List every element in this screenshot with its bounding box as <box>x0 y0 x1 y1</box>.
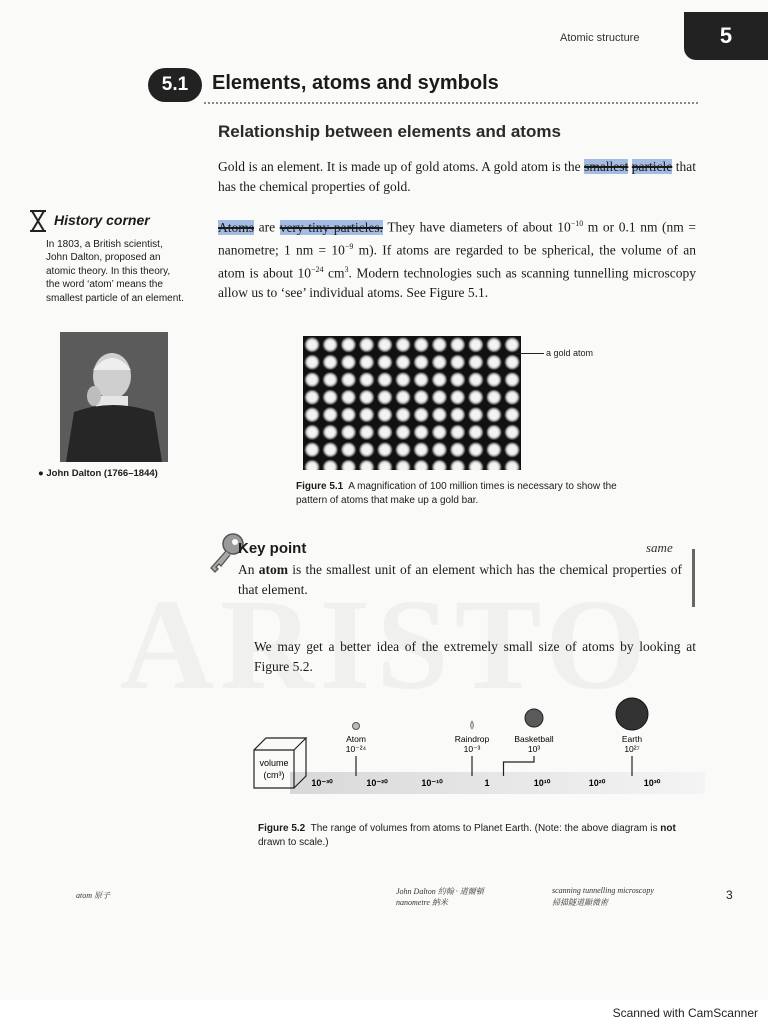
john-dalton-portrait <box>60 332 168 462</box>
history-corner-text: In 1803, a British scientist, John Dalton, proposed an atomic theory. In this theory, the word ‘atom’ means the smallest particle of an element. <box>46 239 184 304</box>
para2-line2a: or 0.1 nm (nm = nanometre; 1 nm = 10 <box>218 219 696 258</box>
volume-scale-diagram <box>250 690 710 810</box>
key-point-bar <box>692 549 695 607</box>
exp-volume: −24 <box>310 265 324 274</box>
item-name-raindrop: Raindrop <box>454 734 490 744</box>
tick-label: 10⁻³⁰ <box>311 778 333 788</box>
item-name-basketball: Basketball <box>514 734 554 744</box>
glossary-atom: atom 原子 <box>76 891 110 900</box>
raindrop-icon <box>471 721 474 729</box>
glossary-dalton: John Dalton 約翰 · 道爾頓 <box>396 887 484 896</box>
para1-text-b: that has the chemical properties of gold. <box>218 159 696 194</box>
earth-icon <box>616 698 648 730</box>
highlight-particle: particle <box>631 159 673 174</box>
hourglass-icon <box>28 210 48 232</box>
section-number-badge: 5.1 <box>148 68 202 102</box>
glossary-stm-en: scanning tunnelling microscopy <box>552 886 654 895</box>
item-value-earth: 10²⁷ <box>624 744 640 754</box>
exp-nm: −9 <box>344 242 354 251</box>
figure1-number: Figure 5.1 <box>296 481 344 492</box>
highlight-smallest: smallest <box>584 159 629 174</box>
history-corner-title: History corner <box>54 212 150 228</box>
gold-atoms-image <box>303 336 521 470</box>
figure2-number: Figure 5.2 <box>258 823 306 834</box>
glossary-stm-zh: 掃描隧道顯微術 <box>552 898 608 907</box>
axis-label-unit: (cm³) <box>263 770 285 780</box>
section-title: Elements, atoms and symbols <box>212 72 499 94</box>
key-point-text <box>238 560 682 599</box>
item-name-earth: Earth <box>621 734 643 744</box>
para2-line2b: m). If atoms are regarded to be spherical, the volume of an atom is about 10 <box>218 242 696 281</box>
figure2-caption <box>258 822 698 849</box>
tick-label: 10⁻²⁰ <box>366 778 388 788</box>
tick-label: 1 <box>484 778 490 788</box>
paragraph-gold <box>218 157 696 196</box>
subheading: Relationship between elements and atoms <box>218 122 561 141</box>
portrait-illustration <box>60 332 168 462</box>
item-value-basketball: 10³ <box>527 744 541 754</box>
item-value-atom: 10⁻²⁴ <box>345 744 367 754</box>
handwritten-note: same <box>646 540 673 555</box>
item-name-atom: Atom <box>346 734 366 744</box>
tick-label: 10³⁰ <box>643 778 661 788</box>
para2-line2c: cm <box>323 265 345 281</box>
atom-icon <box>353 723 360 730</box>
exp-diameter: −10 <box>570 219 584 228</box>
section-divider <box>204 102 698 104</box>
scanner-watermark-text: Scanned with CamScanner <box>612 1006 758 1020</box>
figure1-caption <box>296 480 636 507</box>
exp-cube: 3 <box>344 265 349 274</box>
para1-text-a: Gold is an element. It is made up of gold atoms. A gold atom is the <box>218 159 585 174</box>
figure2-caption-not: not <box>660 823 676 834</box>
para2-line2d: . Modern technologies such as scanning tunnelling microscopy allow us to ‘see’ individual atoms. See Figure 5.1. <box>218 265 697 300</box>
tick-label: 10²⁰ <box>588 778 606 788</box>
chapter-tab: 5 <box>684 12 768 60</box>
axis-label-volume: volume <box>259 758 289 768</box>
key-point-title: Key point <box>238 540 307 557</box>
key-text-a: An <box>238 562 259 577</box>
page-number: 3 <box>726 888 733 902</box>
highlight-tiny: very tiny particles. <box>279 219 383 235</box>
photo-caption-text: John Dalton (1766–1844) <box>46 468 158 479</box>
photo-caption <box>38 468 158 479</box>
paragraph-size <box>256 637 696 676</box>
label-pointer-line <box>516 353 544 354</box>
tick-label: 10¹⁰ <box>533 778 551 788</box>
info-icon: ● <box>38 468 44 479</box>
highlight-atoms: Atoms <box>218 219 255 235</box>
figure1-caption-text: A magnification of 100 million times is necessary to show the pattern of atoms that make up a gold bar. <box>296 481 617 506</box>
figure2-caption-a: The range of volumes from atoms to Planet Earth. (Note: the above diagram is <box>310 823 661 834</box>
paragraph-atoms <box>218 214 696 303</box>
gold-atom-label: a gold atom <box>546 348 594 358</box>
running-head: Atomic structure <box>560 32 640 44</box>
item-value-raindrop: 10⁻³ <box>463 744 481 754</box>
tick-label: 10⁻¹⁰ <box>421 778 443 788</box>
basketball-icon <box>525 709 543 727</box>
key-bold-atom: atom <box>258 562 288 577</box>
figure2-caption-b: drawn to scale.) <box>258 836 329 848</box>
unit-m: m <box>583 219 599 235</box>
glossary-nanometre: nanometre 納米 <box>396 898 448 907</box>
para2-rest: They have diameters of about 10 <box>382 219 571 235</box>
key-text-b: is the smallest unit of an element which has the chemical properties of that element. <box>238 562 683 597</box>
para3-text: We may get a better idea of the extremely small size of atoms by looking at Figure 5.2. <box>254 639 696 674</box>
para2-are: are <box>254 219 280 235</box>
